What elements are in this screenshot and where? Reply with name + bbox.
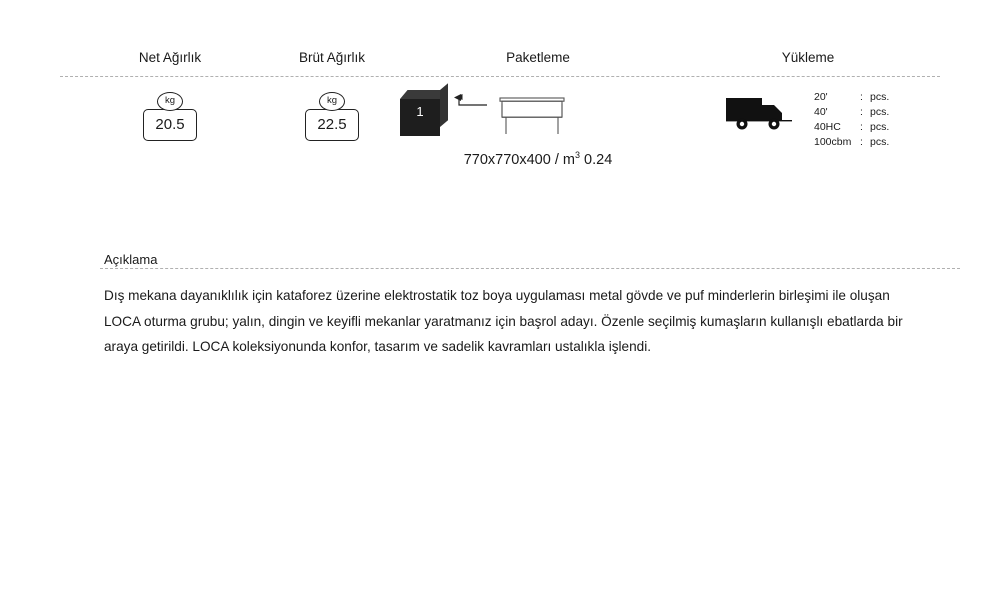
loading-colon: : (860, 106, 863, 118)
description-title: Açıklama (104, 252, 158, 267)
loading-value: pcs. (870, 91, 890, 103)
net-weight-value: 20.5 (143, 109, 197, 141)
loading-colon: : (860, 91, 863, 103)
list-item (814, 105, 889, 120)
loading-label: 100cbm (814, 136, 852, 148)
loading-label: 20' (814, 91, 828, 103)
list-item (814, 120, 889, 135)
description-body: Dış mekana dayanıklılık için kataforez üzerine elektrostatik toz boya uygulaması metal gövde ve puf minderlerin birleşimi ile oluşan LOCA oturma grubu; yalın, dingin ve keyifli mekanlar yaratmanız için başrol adayı. Özenle seçilmiş kumaşların kullanışlı ebatlarda bir araya getirildi. LOCA koleksiyonunda konfor, tasarım ve sadelik kavramları ustalıkla işlendi. (104, 288, 903, 354)
volume-unit-exponent: 3 (574, 150, 580, 160)
description-divider (100, 268, 960, 269)
loading-colon: : (860, 121, 863, 133)
packaging-icons (378, 88, 698, 148)
truck-icon (726, 94, 792, 134)
kg-unit-icon: kg (319, 92, 345, 111)
package-separator: / (554, 151, 559, 168)
loading-value: pcs. (870, 106, 890, 118)
packaging-header: Paketleme (506, 50, 570, 65)
kg-unit-icon: kg (157, 92, 183, 111)
loading-label: 40' (814, 106, 828, 118)
gross-weight-header: Brüt Ağırlık (298, 50, 366, 65)
spec-divider (60, 76, 940, 77)
package-dimensions (378, 150, 698, 168)
gross-weight-value: 22.5 (305, 109, 359, 141)
loading-capacity-list (814, 90, 889, 150)
box-side-shape (440, 83, 448, 127)
furniture-icon (496, 92, 568, 138)
arrow-left-icon (454, 94, 488, 108)
net-weight-block (110, 92, 230, 141)
gross-weight-block (272, 92, 392, 141)
volume-value: 0.24 (584, 151, 613, 168)
package-size-value: 770x770x400 (463, 151, 551, 168)
package-box-icon (400, 90, 448, 138)
loading-header: Yükleme (781, 50, 835, 65)
volume-unit-label: m (562, 151, 575, 168)
loading-value: pcs. (870, 121, 890, 133)
box-count-label: 1 (416, 104, 424, 119)
list-item (814, 90, 889, 105)
loading-value: pcs. (870, 136, 890, 148)
packaging-block (378, 88, 698, 168)
list-item (814, 135, 889, 150)
loading-colon: : (860, 136, 863, 148)
loading-label: 40HC (814, 121, 841, 133)
net-weight-header: Net Ağırlık (138, 50, 202, 65)
